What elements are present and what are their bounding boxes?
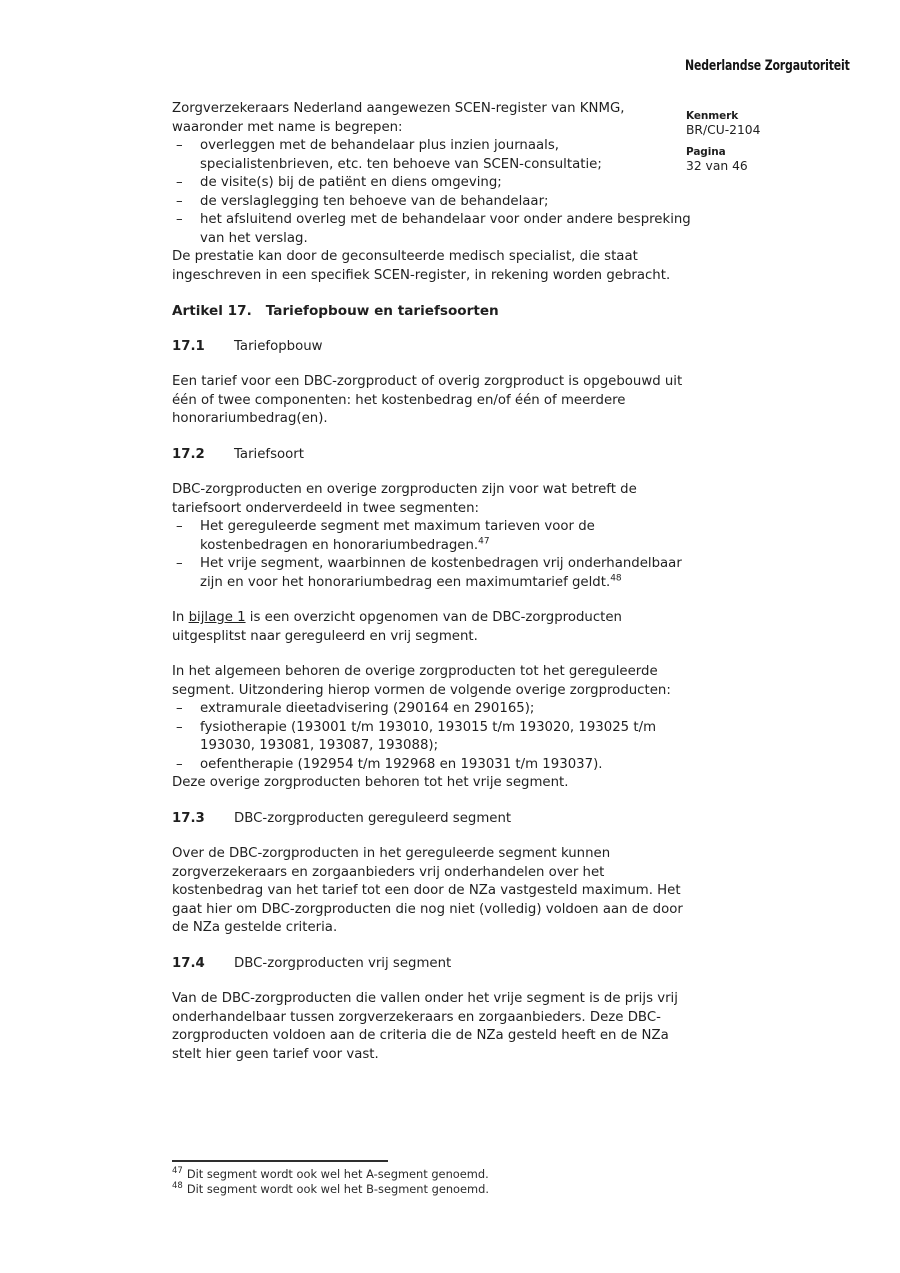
list-item xyxy=(172,555,692,592)
section-title: DBC-zorgproducten vrij segment xyxy=(234,955,452,971)
list-item xyxy=(172,193,692,212)
footnote-ref-48: 48 xyxy=(610,573,622,584)
paragraph-text: DBC-zorgproducten en overige zorgproducten zijn voor wat betreft de tariefsoort onderverdeeld in twee segmenten: xyxy=(172,482,637,516)
article-title: Tariefopbouw en tariefsoorten xyxy=(265,303,499,319)
footnote-ref-47: 47 xyxy=(478,536,490,547)
list-item xyxy=(172,700,692,719)
paragraph-text: In het algemeen behoren de overige zorgproducten tot het gereguleerde segment. Uitzondering hierop vormen de volgende overige zorgproducten: xyxy=(172,664,671,698)
footnote-text: Dit segment wordt ook wel het B-segment genoemd. xyxy=(186,1182,489,1196)
paragraph-text: Over de DBC-zorgproducten in het gereguleerde segment kunnen zorgverzekeraars en zorgaanbieders vrij onderhandelen over het kostenbedrag van het tarief tot een door de NZa vastgesteld maximum. Het gaat hier om DBC-zorgproducten die nog niet (volledig) voldoen aan de door de NZa gestelde criteria. xyxy=(172,846,683,935)
section-title: Tariefsoort xyxy=(234,446,304,462)
bijlage-1-reference: bijlage 1 xyxy=(188,610,246,625)
footnote-number: 48 xyxy=(172,1181,183,1192)
bullet-dash: – xyxy=(176,556,183,571)
section-number: 17.3 xyxy=(172,810,205,826)
paragraph-text: Een tarief voor een DBC-zorgproduct of overig zorgproduct is opgebouwd uit één of twee componenten: het kostenbedrag en/of één of meerdere honorariumbedrag(en). xyxy=(172,374,683,426)
kenmerk-value: BR/CU-2104 xyxy=(686,123,761,137)
section-number: 17.4 xyxy=(172,955,205,971)
section-17-2-heading xyxy=(172,446,692,465)
section-title: Tariefopbouw xyxy=(234,338,323,354)
bullet-dash: – xyxy=(176,701,183,716)
paragraph-text: Deze overige zorgproducten behoren tot het vrije segment. xyxy=(172,775,569,790)
bullet-dash: – xyxy=(176,175,183,190)
paragraph-text: In bijlage 1 is een overzicht opgenomen van de DBC-zorgproducten uitgesplitst naar gereguleerd en vrij segment. xyxy=(172,610,622,644)
section-title: DBC-zorgproducten gereguleerd segment xyxy=(234,810,512,826)
document-meta xyxy=(686,110,856,182)
list-item xyxy=(172,211,692,248)
footnote-47 xyxy=(172,1167,692,1182)
document-body xyxy=(172,100,692,1081)
intro-lead: Zorgverzekeraars Nederland aangewezen SCEN-register van KNMG, waaronder met name is begrepen: xyxy=(172,101,625,135)
article-number: Artikel 17. xyxy=(172,303,252,319)
list-item-text: Het gereguleerde segment met maximum tarieven voor de kostenbedragen en honorariumbedragen.$^{47}$ xyxy=(200,519,595,553)
section-17-3-paragraph xyxy=(172,845,692,938)
list-item xyxy=(172,137,692,174)
bullet-dash: – xyxy=(176,212,183,227)
article-17-heading xyxy=(172,302,692,321)
list-item-text: oefentherapie (192954 t/m 192968 en 193031 t/m 193037). xyxy=(200,756,603,772)
pagina-label: Pagina xyxy=(686,146,726,158)
section-17-4-heading xyxy=(172,955,692,974)
list-item xyxy=(172,518,692,555)
list-item-text: Het vrije segment, waarbinnen de kostenbedragen vrij onderhandelbaar zijn en voor het honorariumbedrag een maximumtarief geldt.$^{48}$ xyxy=(200,556,682,590)
footnote-separator xyxy=(172,1160,388,1162)
kenmerk-label: Kenmerk xyxy=(686,110,739,122)
bijlage-paragraph xyxy=(172,609,692,646)
list-item-text: de visite(s) bij de patiënt en diens omgeving; xyxy=(200,175,502,190)
footnote-48 xyxy=(172,1182,692,1197)
overige-zorgproducten-paragraph xyxy=(172,663,692,793)
bullet-dash: – xyxy=(176,719,183,735)
bullet-dash: – xyxy=(176,138,183,153)
intro-paragraph xyxy=(172,100,692,285)
section-17-1-paragraph xyxy=(172,373,692,429)
list-item-text: de verslaglegging ten behoeve van de behandelaar; xyxy=(200,193,549,209)
bullet-dash: – xyxy=(176,519,183,534)
section-number: 17.1 xyxy=(172,338,205,354)
list-item xyxy=(172,719,692,756)
list-item-text: fysiotherapie (193001 t/m 193010, 193015 t/m 193020, 193025 t/m 193030, 193081, 193087, 193088); xyxy=(200,719,657,753)
section-17-3-heading xyxy=(172,810,692,829)
org-name: Nederlandse Zorgautoriteit xyxy=(685,58,850,74)
list-item-text: overleggen met de behandelaar plus inzien journaals, specialistenbrieven, etc. ten behoeve van SCEN-consultatie; xyxy=(200,138,602,172)
footnote-number: 47 xyxy=(172,1166,183,1177)
bullet-dash: – xyxy=(176,756,183,772)
section-number: 17.2 xyxy=(172,446,205,462)
pagina-value: 32 van 46 xyxy=(686,159,748,173)
footnotes xyxy=(172,1160,692,1197)
bullet-dash: – xyxy=(176,193,183,209)
section-17-1-heading xyxy=(172,338,692,357)
intro-close: De prestatie kan door de geconsulteerde medisch specialist, die staat ingeschreven in een specifiek SCEN-register, in rekening worden gebracht. xyxy=(172,249,671,283)
section-17-4-paragraph xyxy=(172,990,692,1064)
list-item-text: het afsluitend overleg met de behandelaar voor onder andere bespreking van het verslag. xyxy=(200,212,691,246)
footnote-text: Dit segment wordt ook wel het A-segment genoemd. xyxy=(186,1167,489,1181)
list-item-text: extramurale dieetadvisering (290164 en 290165); xyxy=(200,701,535,716)
section-17-2-paragraph xyxy=(172,481,692,592)
list-item xyxy=(172,756,692,775)
list-item xyxy=(172,174,692,193)
paragraph-text: Van de DBC-zorgproducten die vallen onder het vrije segment is de prijs vrij onderhandelbaar tussen zorgverzekeraars en zorgaanbieders. Deze DBC-zorgproducten voldoen aan de criteria die de NZa gesteld heeft en de NZa stelt hier geen tarief voor vast. xyxy=(172,991,678,1062)
